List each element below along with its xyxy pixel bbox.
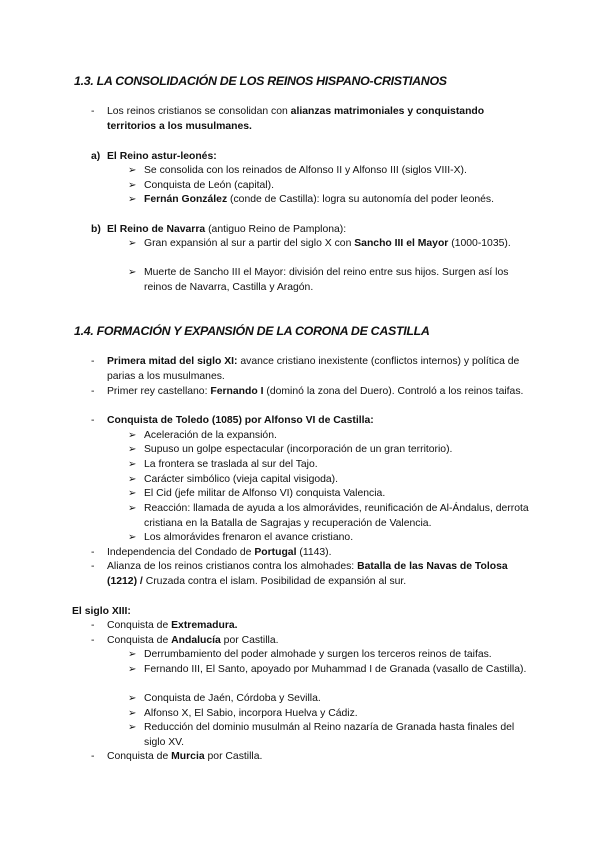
text-run: Se consolida con los reinados de Alfonso II y Alfonso III (siglos VIII-X).	[144, 165, 467, 176]
arrow-bullet-icon: ➢	[128, 194, 137, 205]
text-run: Muerte de Sancho III el Mayor: división del reino entre sus hijos. Surgen así los reinos de Navarra, Castilla y Aragón.	[144, 267, 509, 293]
text-run: (1000-1035).	[448, 238, 511, 249]
text-run: Alfonso X, El Sabio, incorpora Huelva y Cádiz.	[144, 708, 358, 719]
arrow-bullet-icon: ➢	[128, 165, 137, 176]
arrow-bullet-icon: ➢	[128, 722, 137, 733]
text-run: Carácter simbólico (vieja capital visigoda).	[144, 474, 339, 485]
dash-bullet: -	[91, 386, 95, 397]
bold-text-run: Conquista de Toledo (1085) por Alfonso VI de Castilla:	[107, 415, 374, 426]
bold-text-run: Fernando I	[210, 386, 264, 397]
siglo-item-extremadura	[107, 619, 527, 634]
castilla-item-1	[107, 355, 527, 384]
arrow-bullet-icon: ➢	[128, 532, 137, 543]
arrow-bullet-icon: ➢	[128, 459, 137, 470]
toledo-item-2	[144, 443, 529, 458]
dash-bullet: -	[91, 547, 95, 558]
astur-item-3	[144, 193, 529, 208]
text-run: por Castilla.	[220, 635, 279, 646]
castilla-item-portugal	[107, 546, 527, 561]
bold-text-run: Sancho III el Mayor	[354, 238, 449, 249]
arrow-bullet-icon: ➢	[128, 664, 137, 675]
text-run: Gran expansión al sur a partir del siglo X con	[144, 238, 355, 249]
toledo-item-5	[144, 487, 529, 502]
bold-text-run: Andalucía	[171, 635, 221, 646]
text-run: (antiguo Reino de Pamplona):	[205, 224, 347, 235]
text-run: El Cid (jefe militar de Alfonso VI) conquista Valencia.	[144, 488, 386, 499]
toledo-item-4	[144, 473, 529, 488]
intro-paragraph	[107, 105, 527, 134]
text-run: Cruzada contra el islam. Posibilidad de expansión al sur.	[142, 575, 407, 587]
text-run: (dominó la zona del Duero). Controló a los reinos taifas.	[263, 386, 524, 397]
arrow-bullet-icon: ➢	[128, 180, 137, 191]
toledo-item-7	[144, 531, 529, 546]
arrow-bullet-icon: ➢	[128, 474, 137, 485]
arrow-bullet-icon: ➢	[128, 488, 137, 499]
text-run: Conquista de	[107, 635, 172, 646]
toledo-item-3	[144, 458, 529, 473]
dash-bullet: -	[91, 635, 95, 646]
text-run: Supuso un golpe espectacular (incorporación de un gran territorio).	[144, 444, 453, 455]
andalucia-item-5	[144, 721, 529, 750]
castilla-item-3	[107, 414, 527, 429]
bold-text-run: El Reino de Navarra	[107, 224, 206, 235]
text-run: Conquista de Jaén, Córdoba y Sevilla.	[144, 693, 321, 704]
subsection-title-astur-leones: El Reino astur-leonés:	[107, 151, 217, 162]
andalucia-item-4	[144, 707, 529, 722]
section-title-1-4: 1.4. FORMACIÓN Y EXPANSIÓN DE LA CORONA DE CASTILLA	[74, 324, 430, 338]
arrow-bullet-icon: ➢	[128, 444, 137, 455]
text-run: Conquista de	[107, 620, 172, 631]
arrow-bullet-icon: ➢	[128, 238, 137, 249]
bold-text-run: alianzas matrimoniales y conquistando territorios a los musulmanes.	[107, 106, 485, 132]
text-run: Independencia del Condado de	[107, 547, 255, 558]
arrow-bullet-icon: ➢	[128, 267, 137, 278]
dash-bullet: -	[91, 415, 95, 426]
text-run: Aceleración de la expansión.	[144, 430, 277, 441]
text-run: por Castilla.	[204, 751, 263, 762]
dash-bullet: -	[91, 106, 95, 117]
text-run: (conde de Castilla): logra su autonomía del poder leonés.	[227, 194, 494, 205]
andalucia-item-3	[144, 692, 529, 707]
astur-item-1	[144, 164, 529, 179]
text-run: Los almorávides frenaron el avance cristiano.	[144, 532, 354, 543]
text-run: La frontera se traslada al sur del Tajo.	[144, 459, 318, 470]
siglo-item-andalucia	[107, 634, 527, 649]
bold-text-run: Extremadura.	[171, 620, 238, 631]
text-run: Conquista de León (capital).	[144, 180, 274, 191]
text-run: Alianza de los reinos cristianos contra los almohades:	[107, 561, 358, 572]
navarra-item-1	[144, 237, 529, 252]
navarra-item-2	[144, 266, 529, 295]
castilla-item-navas	[107, 560, 527, 589]
dash-bullet: -	[91, 751, 95, 762]
siglo-xiii-title: El siglo XIII:	[72, 606, 131, 617]
section-title-1-3: 1.3. LA CONSOLIDACIÓN DE LOS REINOS HISPANO-CRISTIANOS	[74, 74, 447, 88]
list-marker-a: a)	[91, 151, 101, 162]
andalucia-item-1	[144, 648, 529, 663]
arrow-bullet-icon: ➢	[128, 430, 137, 441]
text-run: Primer rey castellano:	[107, 386, 211, 397]
arrow-bullet-icon: ➢	[128, 708, 137, 719]
siglo-item-murcia	[107, 750, 527, 765]
bold-text-run: Batalla de las Navas de Tolosa (1212) /	[107, 561, 508, 587]
toledo-item-1	[144, 429, 529, 444]
bold-text-run: Fernán González	[144, 194, 228, 205]
text-run: Conquista de	[107, 751, 172, 762]
castilla-item-2	[107, 385, 527, 400]
arrow-bullet-icon: ➢	[128, 693, 137, 704]
bold-text-run: Portugal	[254, 547, 297, 558]
toledo-item-6	[144, 502, 529, 531]
bold-text-run: Primera mitad del siglo XI:	[107, 356, 238, 367]
list-marker-b: b)	[91, 224, 101, 235]
text-run: Fernando III, El Santo, apoyado por Muhammad I de Granada (vasallo de Castilla).	[144, 664, 527, 675]
text-run: Reacción: llamada de ayuda a los almorávides, reunificación de Al-Ándalus, derrota cristiana en la Batalla de Sagrajas y recuperación de Valencia.	[144, 503, 529, 529]
subsection-title-navarra	[107, 223, 346, 238]
andalucia-item-2	[144, 663, 529, 678]
arrow-bullet-icon: ➢	[128, 503, 137, 514]
bold-text-run: Murcia	[171, 751, 205, 762]
astur-item-2	[144, 179, 529, 194]
text-run: Los reinos cristianos se consolidan con	[107, 106, 291, 117]
dash-bullet: -	[91, 356, 95, 367]
text-run: avance cristiano inexistente (conflictos internos) y política de parias a los musulmanes.	[107, 356, 520, 382]
dash-bullet: -	[91, 561, 95, 572]
arrow-bullet-icon: ➢	[128, 649, 137, 660]
text-run: Reducción del dominio musulmán al Reino nazaría de Granada hasta finales del siglo XV.	[144, 722, 515, 748]
dash-bullet: -	[91, 620, 95, 631]
text-run: Derrumbamiento del poder almohade y surgen los terceros reinos de taifas.	[144, 649, 492, 660]
text-run: (1143).	[296, 547, 332, 558]
